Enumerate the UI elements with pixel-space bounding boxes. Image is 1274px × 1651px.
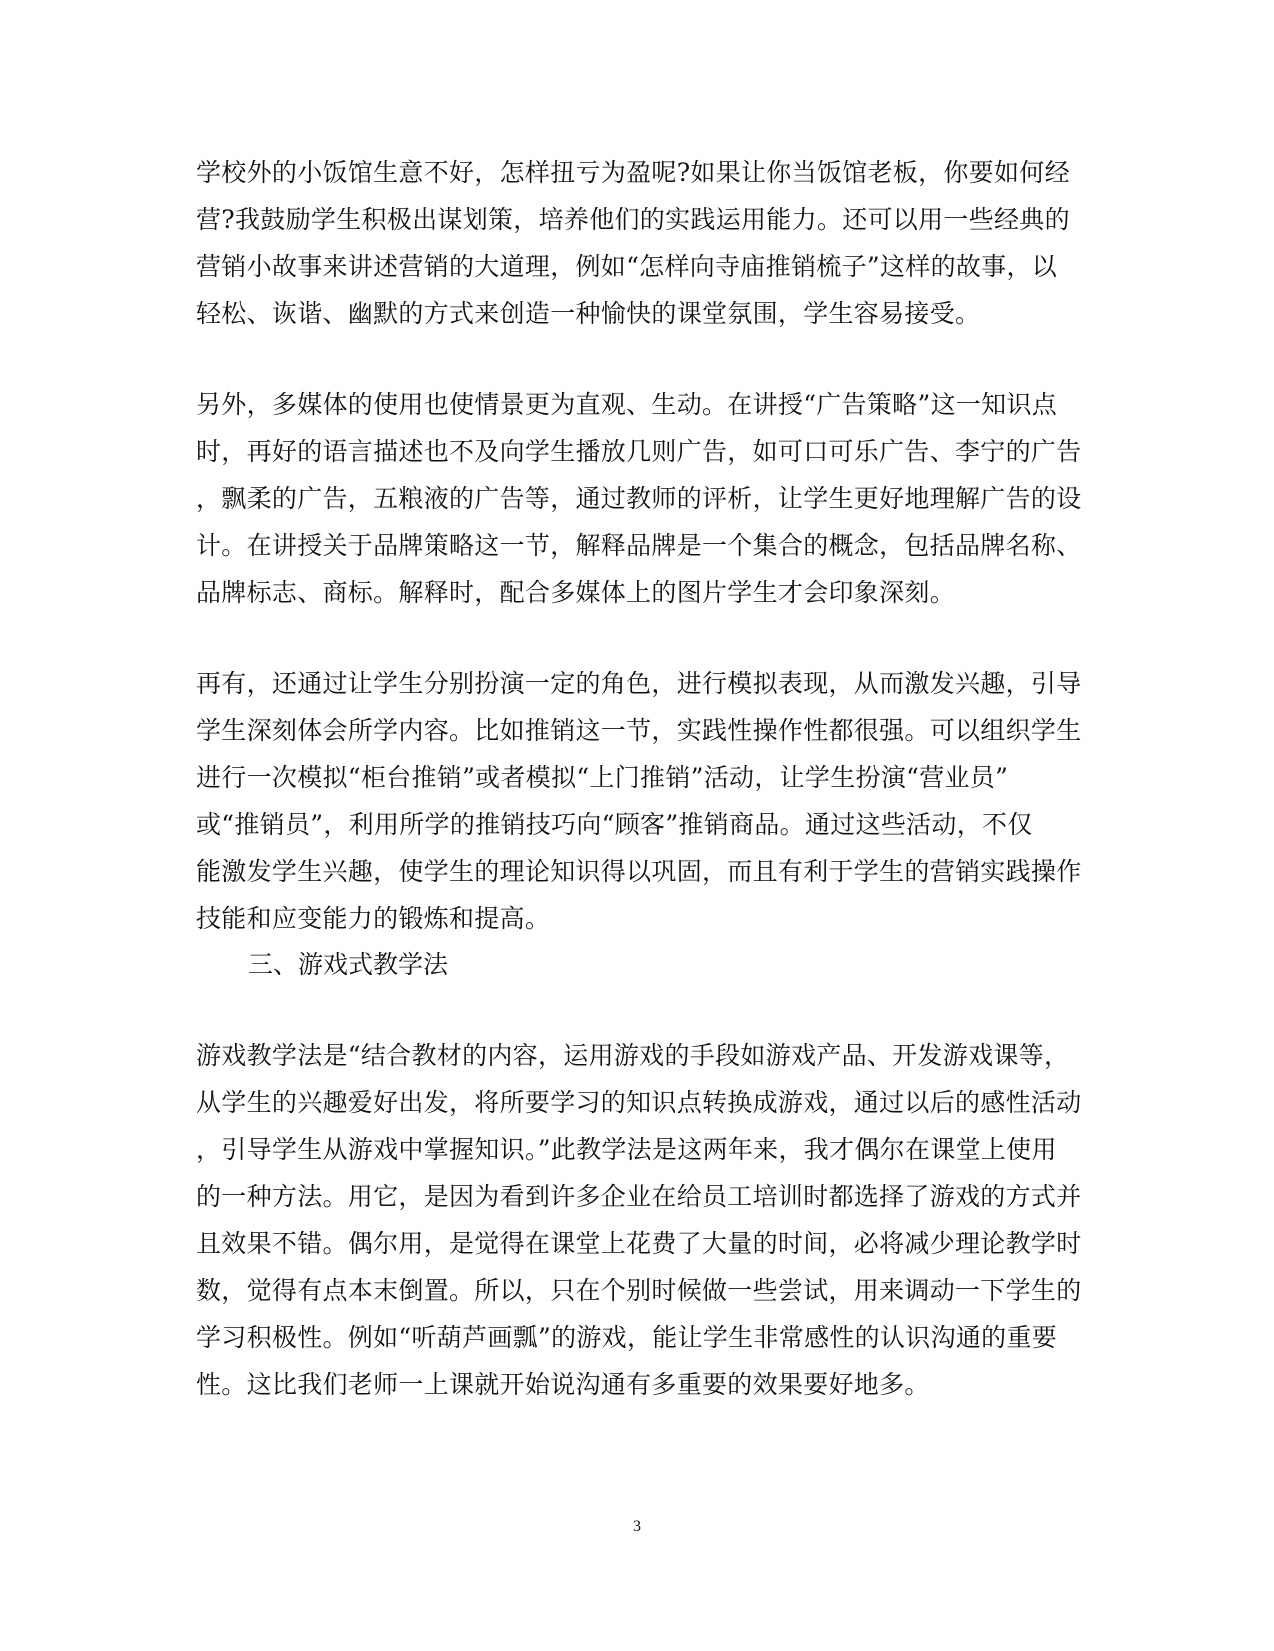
paragraph-line: 营?我鼓励学生积极出谋划策，培养他们的实践运用能力。还可以用一些经典的	[196, 205, 1070, 234]
paragraph-line: 学校外的小饭馆生意不好，怎样扭亏为盈呢?如果让你当饭馆老板，你要如何经	[196, 158, 1070, 187]
paragraph-line: 性。这比我们老师一上课就开始说沟通有多重要的效果要好地多。	[196, 1370, 930, 1399]
page-number: 3	[633, 1518, 641, 1535]
paragraph-line: 能激发学生兴趣，使学生的理论知识得以巩固，而且有利于学生的营销实践操作	[196, 857, 1082, 886]
section-heading: 三、游戏式教学法	[248, 950, 449, 979]
paragraph-line: 数，觉得有点本末倒置。所以，只在个别时候做一些尝试，用来调动一下学生的	[196, 1276, 1082, 1305]
paragraph-line: 营销小故事来讲述营销的大道理，例如“怎样向寺庙推销梳子”这样的故事，以	[196, 252, 1058, 281]
paragraph-line: 品牌标志、商标。解释时，配合多媒体上的图片学生才会印象深刻。	[196, 578, 956, 607]
paragraph-line: 且效果不错。偶尔用，是觉得在课堂上花费了大量的时间，必将减少理论教学时	[196, 1229, 1082, 1258]
paragraph-line: 从学生的兴趣爱好出发，将所要学习的知识点转换成游戏，通过以后的感性活动	[196, 1088, 1082, 1117]
paragraph-line: 时，再好的语言描述也不及向学生播放几则广告，如可口可乐广告、李宁的广告	[196, 437, 1082, 466]
paragraph-line: 计。在讲授关于品牌策略这一节，解释品牌是一个集合的概念，包括品牌名称、	[196, 531, 1082, 560]
paragraph-line: 另外，多媒体的使用也使情景更为直观、生动。在讲授“广告策略”这一知识点	[196, 390, 1058, 419]
paragraph-line: 进行一次模拟“柜台推销”或者模拟“上门推销”活动，让学生扮演“营业员”	[196, 763, 1009, 792]
paragraph-line: 的一种方法。用它，是因为看到许多企业在给员工培训时都选择了游戏的方式并	[196, 1182, 1082, 1211]
paragraph-line: ，引导学生从游戏中掌握知识。”此教学法是这两年来，我才偶尔在课堂上使用	[196, 1135, 1057, 1164]
paragraph-line: 再有，还通过让学生分别扮演一定的角色，进行模拟表现，从而激发兴趣，引导	[196, 669, 1082, 698]
paragraph-line: 或“推销员”，利用所学的推销技巧向“顾客”推销商品。通过这些活动，不仅	[196, 810, 1033, 839]
paragraph-line: 轻松、诙谐、幽默的方式来创造一种愉快的课堂氛围，学生容易接受。	[196, 299, 981, 328]
paragraph-line: ，飘柔的广告，五粮液的广告等，通过教师的评析，让学生更好地理解广告的设	[196, 484, 1082, 513]
paragraph-line: 学生深刻体会所学内容。比如推销这一节，实践性操作性都很强。可以组织学生	[196, 716, 1082, 745]
paragraph-line: 游戏教学法是“结合教材的内容，运用游戏的手段如游戏产品、开发游戏课等，	[196, 1041, 1070, 1070]
paragraph-line: 技能和应变能力的锻炼和提高。	[196, 904, 551, 933]
paragraph-line: 学习积极性。例如“听葫芦画瓢”的游戏，能让学生非常感性的认识沟通的重要	[196, 1323, 1058, 1352]
